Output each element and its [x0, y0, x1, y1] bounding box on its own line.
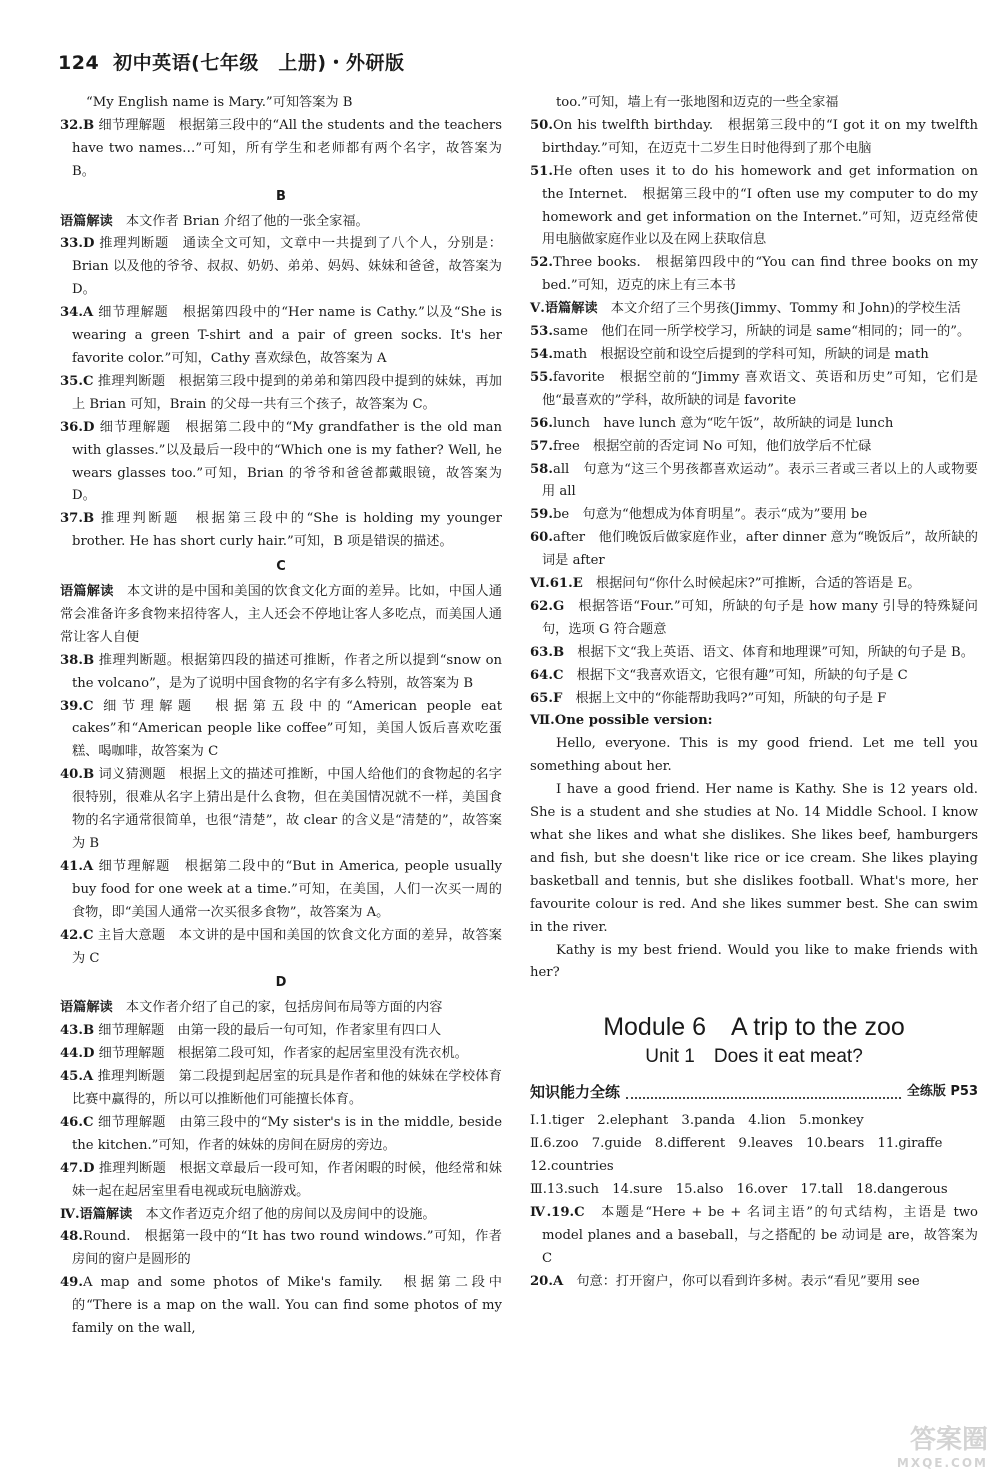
question-number: 60. [530, 530, 553, 546]
answer-text: 推理判断题 通读全文可知，文章中一共提到了八个人，分别是：Brian 以及他的爷爷、叔叔、奶奶、弟弟、妈妈、妹妹和爸爸，故答案为 D。 [72, 236, 502, 298]
answer-text: Hello, everyone. This is my good friend. Let me tell you something about her. [530, 736, 978, 775]
practice-header [530, 1081, 978, 1104]
answer-line-1: Ⅰ.1.tiger 2.elephant 3.panda 4.lion 5.monkey [530, 1113, 864, 1129]
answer-paragraph [60, 371, 502, 417]
passage-analysis-label: 语篇解读 [60, 1000, 113, 1016]
question-number: Ⅶ.One possible version: [530, 713, 713, 729]
answer-text: lunch have lunch 意为“吃午饭”，故所缺的词是 lunch [552, 415, 894, 431]
question-number: 36.D [60, 419, 95, 435]
question-number: 48. [60, 1229, 83, 1245]
question-number: Ⅵ.61.E [530, 576, 583, 592]
answer-paragraph [60, 1158, 502, 1204]
answer-text: be 句意为“他想成为体育明星”。表示“成为”要用 be [552, 507, 868, 523]
answer-line-4: Ⅲ.13.such 14.sure 15.also 16.over 17.tall 18.dangerous [530, 1181, 948, 1197]
answer-paragraph [530, 642, 978, 665]
answer-paragraph [530, 413, 978, 436]
answer-text: 推理判断题 根据第三段中提到的弟弟和第四段中提到的妹妹，再加上 Brian 可知，Brain 的父母一共有三个孩子，故答案为 C。 [72, 373, 502, 412]
section-heading: D [275, 975, 287, 991]
answer-paragraph [530, 710, 978, 733]
answer-text: 推理判断题 根据文章最后一段可知，作者闲暇的时候，他经常和妹妹一起在起居室里看电视或玩电脑游戏。 [72, 1160, 502, 1199]
question-number: 45.A [60, 1069, 94, 1085]
answer-text: Kathy is my best friend. Would you like to make friends with her? [530, 942, 978, 981]
dotted-leader [626, 1087, 901, 1099]
answer-text: 推理判断题 根据第三段中的“She is holding my younger brother. He has short curly hair.”可知，B 项是错误的描述。 [72, 511, 502, 550]
question-number: 32.B [60, 117, 95, 133]
answer-paragraph [530, 573, 978, 596]
answer-19-text: 本题是“Here + be + 名词主语”的句式结构，主语是 two model planes and a baseball，与之搭配的 be 动词是 are，故答案为 C [542, 1204, 978, 1266]
watermark-logo [897, 1419, 988, 1470]
passage-analysis-label: Ⅳ.语篇解读 [60, 1206, 133, 1222]
answer-text: 本文讲的是中国和美国的饮食文化方面的差异。比如，中国人通常会准备许多食物来招待客人，主人还会不停地让客人多吃点，而美国人通常让客人自便 [60, 584, 503, 645]
question-number: 57. [530, 438, 553, 454]
answer-paragraph [60, 211, 502, 234]
question-number: 35.C [60, 373, 94, 389]
answer-text: 本文作者迈克介绍了他的房间以及房间中的设施。 [132, 1206, 436, 1222]
question-number: 65.F [530, 690, 563, 706]
question-number: 38.B [60, 652, 95, 668]
question-number: 43.B [60, 1023, 95, 1039]
answer-text: Round. 根据第一段中的“It has two round windows.”可知，作者房间的窗户是圆形的 [72, 1229, 502, 1268]
answer-paragraph [60, 92, 502, 115]
answer-paragraph [60, 1204, 502, 1227]
answer-paragraph [530, 733, 978, 779]
answer-paragraph [530, 115, 978, 161]
question-number: 49. [60, 1275, 83, 1291]
answer-paragraph [60, 764, 502, 856]
answer-text: 根据答语“Four.”可知，所缺的句子是 how many 引导的特殊疑问句，选项 G 符合题意 [542, 598, 978, 637]
answer-paragraph [530, 665, 978, 688]
answer-20-text: 句意：打开窗户，你可以看到许多树。表示“看见”要用 see [563, 1273, 920, 1289]
answer-text: 细节理解题 根据第二段中的“But in America, people usually buy food for one week at a time.”可知，在美国，人们一次买一周的食物，即“美国人通常一次买很多食物”，故答案为 A。 [72, 858, 502, 920]
answer-paragraph [60, 581, 502, 650]
answer-paragraph [530, 321, 978, 344]
unit-title: Unit 1 Does it eat meat? [645, 1046, 863, 1068]
question-number: 34.A [60, 305, 94, 321]
answer-text: 本文作者 Brian 介绍了他的一张全家福。 [112, 213, 369, 229]
question-number: 41.A [60, 858, 94, 874]
answer-paragraph [530, 92, 978, 115]
answer-text: On his twelfth birthday. 根据第三段中的“I got it on my twelfth birthday.”可知，在迈克十二岁生日时他得到了那个电脑 [542, 117, 978, 156]
answer-text: free 根据空前的否定词 No 可知，他们放学后不忙碌 [552, 438, 872, 454]
watermark-text: 答案圈 [909, 1425, 988, 1455]
answer-text: all 句意为“这三个男孩都喜欢运动”。表示三者或三者以上的人或物要用 all [542, 461, 978, 500]
answer-paragraph [530, 940, 978, 986]
question-number: 59. [530, 507, 553, 523]
right-answers [530, 92, 978, 985]
question-number: 58. [530, 461, 553, 477]
answer-text: 细节理解题 根据第二段可知，作者家的起居室里没有洗衣机。 [94, 1046, 468, 1062]
right-column [530, 92, 978, 1294]
answer-text: 推理判断题。根据第四段的描述可推断，作者之所以提到“snow on the volcano”，是为了说明中国食物的名字有多么特别，故答案为 B [72, 652, 502, 691]
question-number: 46.C [60, 1114, 94, 1130]
left-column [60, 92, 502, 1341]
answer-text: 细节理解题 根据第五段中的“American people eat cakes”和“American people like coffee”可知，美国人饭后喜欢吃蛋糕、喝咖啡，故答案为 C [72, 698, 502, 760]
answer-text: too.”可知，墙上有一张地图和迈克的一些全家福 [556, 95, 839, 110]
answer-paragraph [530, 596, 978, 642]
question-number: 55. [530, 369, 553, 385]
answer-19 [530, 1202, 978, 1271]
answer-19-number: Ⅳ.19.C [530, 1204, 585, 1220]
practice-title: 知识能力全练 [530, 1083, 621, 1102]
answer-paragraph [530, 367, 978, 413]
answer-paragraph [530, 436, 978, 459]
practice-reference: 全练版 P53 [906, 1084, 978, 1100]
page-header [58, 48, 405, 75]
answer-text: 根据下文“我上英语、语文、体育和地理课”可知，所缺的句子是 B。 [564, 644, 974, 660]
answer-text: 根据上文中的“你能帮助我吗?”可知，所缺的句子是 F [562, 690, 887, 706]
question-number: 53. [530, 324, 553, 340]
answer-paragraph [530, 459, 978, 505]
answer-text: 根据问句“你什么时候起床?”可推断，合适的答语是 E。 [582, 576, 921, 592]
answer-paragraph [60, 997, 502, 1020]
answer-text: 本文作者介绍了自己的家，包括房间布局等方面的内容 [112, 1000, 443, 1016]
answer-paragraph [60, 508, 502, 554]
answer-paragraph [60, 1020, 502, 1043]
answer-paragraph [530, 252, 978, 298]
answer-paragraph [530, 504, 978, 527]
book-title: 初中英语(七年级 上册)・外研版 [113, 52, 405, 74]
question-number: 40.B [60, 767, 95, 783]
answer-text: 本文介绍了三个男孩(Jimmy、Tommy 和 John)的学校生活 [597, 301, 961, 317]
passage-analysis-label: 语篇解读 [60, 213, 113, 229]
answer-line-3: 12.countries [530, 1159, 614, 1175]
passage-analysis-label: Ⅴ.语篇解读 [530, 301, 598, 317]
answer-paragraph [530, 779, 978, 939]
answer-text: 细节理解题 根据第四段中的“Her name is Cathy.”以及“She is wearing a green T-shirt and a pair of green socks. It's her favorite color.”可知，Cathy 喜欢绿色，故答案为 A [72, 305, 502, 366]
question-number: 44.D [60, 1046, 95, 1062]
answer-paragraph [60, 1272, 502, 1341]
question-number: 63.B [530, 644, 565, 660]
answer-paragraph [530, 298, 978, 321]
answer-text: 推理判断题 第二段提到起居室的玩具是作者和他的妹妹在学校体育比赛中赢得的，所以可以推断他们可能擅长体育。 [72, 1069, 502, 1107]
section-heading: C [276, 559, 286, 575]
answer-text: 主旨大意题 本文讲的是中国和美国的饮食文化方面的差异，故答案为 C [72, 927, 502, 966]
question-number: 54. [530, 346, 553, 362]
answer-text: after 他们晚饭后做家庭作业，after dinner 意为“晚饭后”，故所缺的词是 after [542, 530, 978, 569]
watermark-url: MXQE.COM [896, 1456, 988, 1470]
answer-text: “My English name is Mary.”可知答案为 B [86, 95, 353, 110]
answer-text: A map and some photos of Mike's family. 根据第二段中的“There is a map on the wall. You can find some photos of my family on the wall, [72, 1275, 502, 1337]
answer-paragraph [60, 650, 502, 696]
question-number: 62.G [530, 598, 565, 614]
answer-text: 细节理解题 由第一段的最后一句可知，作者家里有四口人 [94, 1023, 442, 1039]
answer-text: 细节理解题 根据第二段中的“My grandfather is the old man with glasses.”以及最后一段中的“Which one is my father? Well, he wears glasses too.”可知，Brian 的爷爷和爸爸都戴眼镜，故答案为 D。 [72, 419, 502, 504]
question-number: 33.D [60, 236, 95, 252]
question-number: 51. [530, 163, 553, 179]
question-number: 56. [530, 415, 553, 431]
passage-analysis-label: 语篇解读 [60, 584, 114, 600]
answer-line-2: Ⅱ.6.zoo 7.guide 8.different 9.leaves 10.bears 11.giraffe [530, 1136, 943, 1152]
question-number: 39.C [60, 698, 94, 714]
answer-paragraph [60, 1226, 502, 1272]
answer-20 [530, 1271, 978, 1294]
answer-paragraph [60, 233, 502, 302]
question-number: 42.C [60, 927, 94, 943]
answer-text: same 他们在同一所学校学习，所缺的词是 same“相同的；同一的”。 [552, 324, 971, 340]
question-number: 64.C [530, 667, 564, 683]
answer-paragraph [60, 115, 502, 184]
answer-text: 细节理解题 由第三段中的“My sister's is in the middle, beside the kitchen.”可知，作者的妹妹的房间在厨房的旁边。 [72, 1114, 502, 1153]
answer-paragraph [530, 161, 978, 253]
answer-paragraph [60, 1112, 502, 1158]
answer-text: Three books. 根据第四段中的“You can find three books on my bed.”可知，迈克的床上有三本书 [542, 255, 978, 294]
question-number: 50. [530, 117, 553, 133]
question-number: 47.D [60, 1160, 95, 1176]
answer-paragraph [60, 1043, 502, 1066]
answer-paragraph [60, 696, 502, 765]
question-number: 37.B [60, 511, 95, 527]
answer-paragraph [60, 925, 502, 971]
answer-text: favorite 根据空前的“Jimmy 喜欢语文、英语和历史”可知，它们是他“最喜欢的”学科，故所缺的词是 favorite [542, 369, 978, 408]
answer-text: 词义猜测题 根据上文的描述可推断，中国人给他们的食物起的名字很特别，很难从名字上猜出是什么食物，但在美国情况就不一样，美国食物的名字通常很简单，也很“清楚”，故 clear 的含义是“清楚的”，故答案为 B [72, 767, 502, 851]
answer-20-number: 20.A [530, 1273, 564, 1289]
answer-paragraph [60, 302, 502, 371]
question-number: 52. [530, 255, 553, 271]
answer-paragraph [60, 417, 502, 509]
answer-paragraph [530, 527, 978, 573]
page-number: 124 [58, 52, 100, 74]
answer-paragraph [60, 1066, 502, 1112]
answer-text: He often uses it to do his homework and get information on the Internet. 根据第三段中的“I often use my computer to do my homework and get information on the Internet.”可知，迈克经常使用电脑做家庭作业以及在网上获取信息 [542, 163, 978, 248]
answer-text: math 根据设空前和设空后提到的学科可知，所缺的词是 math [552, 346, 929, 362]
answer-paragraph [530, 344, 978, 367]
answer-text: I have a good friend. Her name is Kathy. She is 12 years old. She is a student and she studies at No. 14 Middle School. I know what she likes and what she dislikes. She likes beef, hamburgers and fish, but she doesn't like rice or ice cream. She likes playing basketball and tennis, but she dislikes football. What's more, her favourite colour is red. And she likes summer best. She can swim in the river. [530, 782, 978, 935]
answer-paragraph [530, 688, 978, 711]
module-title: Module 6 A trip to the zoo [603, 1013, 905, 1042]
answer-text: 细节理解题 根据第三段中的“All the students and the teachers have two names…”可知，所有学生和老师都有两个名字，故答案为 B。 [72, 117, 502, 179]
section-heading: B [276, 188, 286, 204]
answer-paragraph [60, 856, 502, 925]
answer-text: 根据下文“我喜欢语文，它很有趣”可知，所缺的句子是 C [563, 667, 908, 683]
